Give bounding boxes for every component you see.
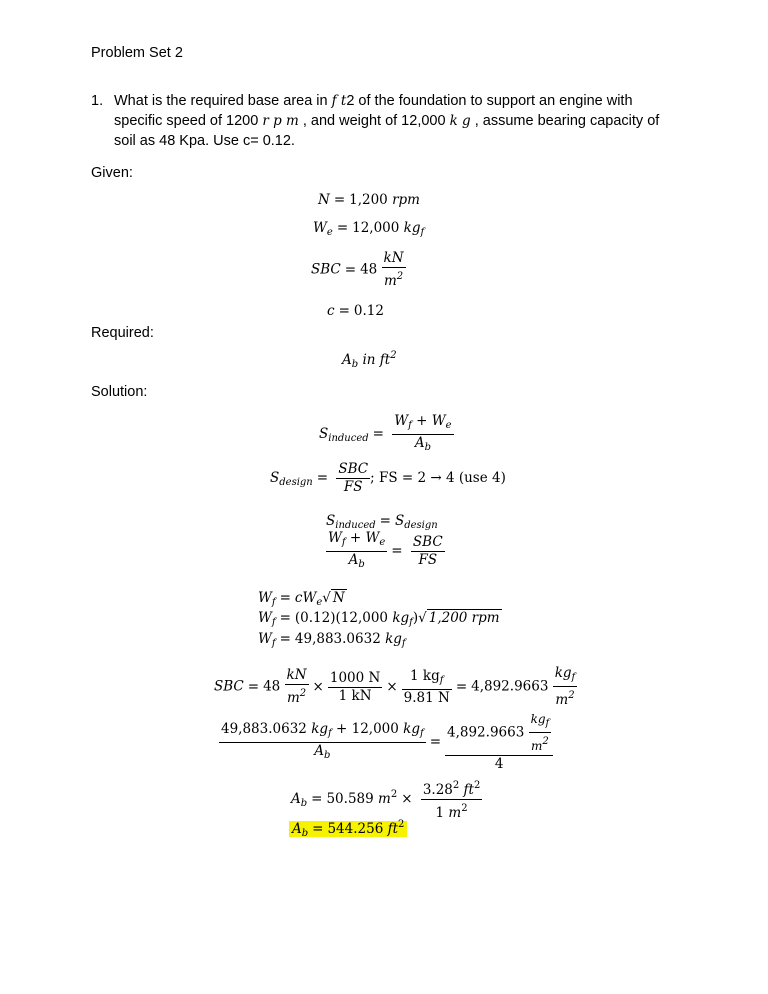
solution-label: Solution: <box>91 384 148 400</box>
ab-conversion: $A_b = 50.589$ $m^2$ × $\frac{3.28^2 ft^2}{1 m^2}$ <box>291 777 482 822</box>
problem-line-3: soil as 48 Kpa. Use c= 0.12. <box>114 133 295 149</box>
required-label: Required: <box>91 325 154 341</box>
given-sbc: SBC = 48 $\frac{kN}{m^2}$ <box>311 250 404 289</box>
given-n: N = 1,200 rpm <box>318 192 420 208</box>
wf-formula: $W_f = cW_e√$ N <box>258 590 345 608</box>
s-design-eq: $S_{design}$ = $\frac{\text{SBC}}{FS}$ ; FS = 2 → 4 (use 4) <box>270 461 506 495</box>
area-equation: $\frac{49,883.0632 kg_f + 12,000 kg_f}{A_b}$ = 4,892.9663 $\frac{kg_f}{m^2}$ 4 <box>219 711 553 773</box>
given-we: $W_e = 12,000$ $kg_f$ <box>313 220 425 238</box>
s-equal-eq: $S_{induced} = S_{design}$ <box>326 513 438 531</box>
ratio-eq: $\frac{W_f + W_e}{A_b}$ = $\frac{\text{SBC}}{FS}$ <box>328 530 443 570</box>
problem-number: 1. <box>91 93 104 109</box>
required-ab: $A_b$ in $ft^2$ <box>342 350 397 370</box>
final-answer: $A_b = 544.256$ $ft^2$ <box>289 819 407 839</box>
given-c: c = 0.12 <box>327 303 384 319</box>
problem-line-1: What is the required base area in f t2 of the foundation to support an engine with <box>114 93 633 109</box>
sbc-conversion: SBC = 48 $\frac{kN}{m^2}$ × $\frac{1000 N}{1 kN}$ × $\frac{1 kg_f}{9.81 N}$ = 4,892.9663 $\frac{kg_f}{m^2}$ <box>214 665 576 708</box>
s-induced-eq: $S_{induced}$ = $\frac{W_f + W_e}{A_b}$ <box>319 413 452 453</box>
problem-line-2: specific speed of 1200 r p m , and weight of 12,000 k g , assume bearing capacity of <box>114 113 660 129</box>
page-title: Problem Set 2 <box>91 45 183 61</box>
wf-substitution: $W_f = (0.12)(12,000$ $kg_f)√$ 1,200 rpm <box>258 610 500 628</box>
wf-result: $W_f = 49,883.0632$ $kg_f$ <box>258 631 406 649</box>
given-label: Given: <box>91 165 133 181</box>
